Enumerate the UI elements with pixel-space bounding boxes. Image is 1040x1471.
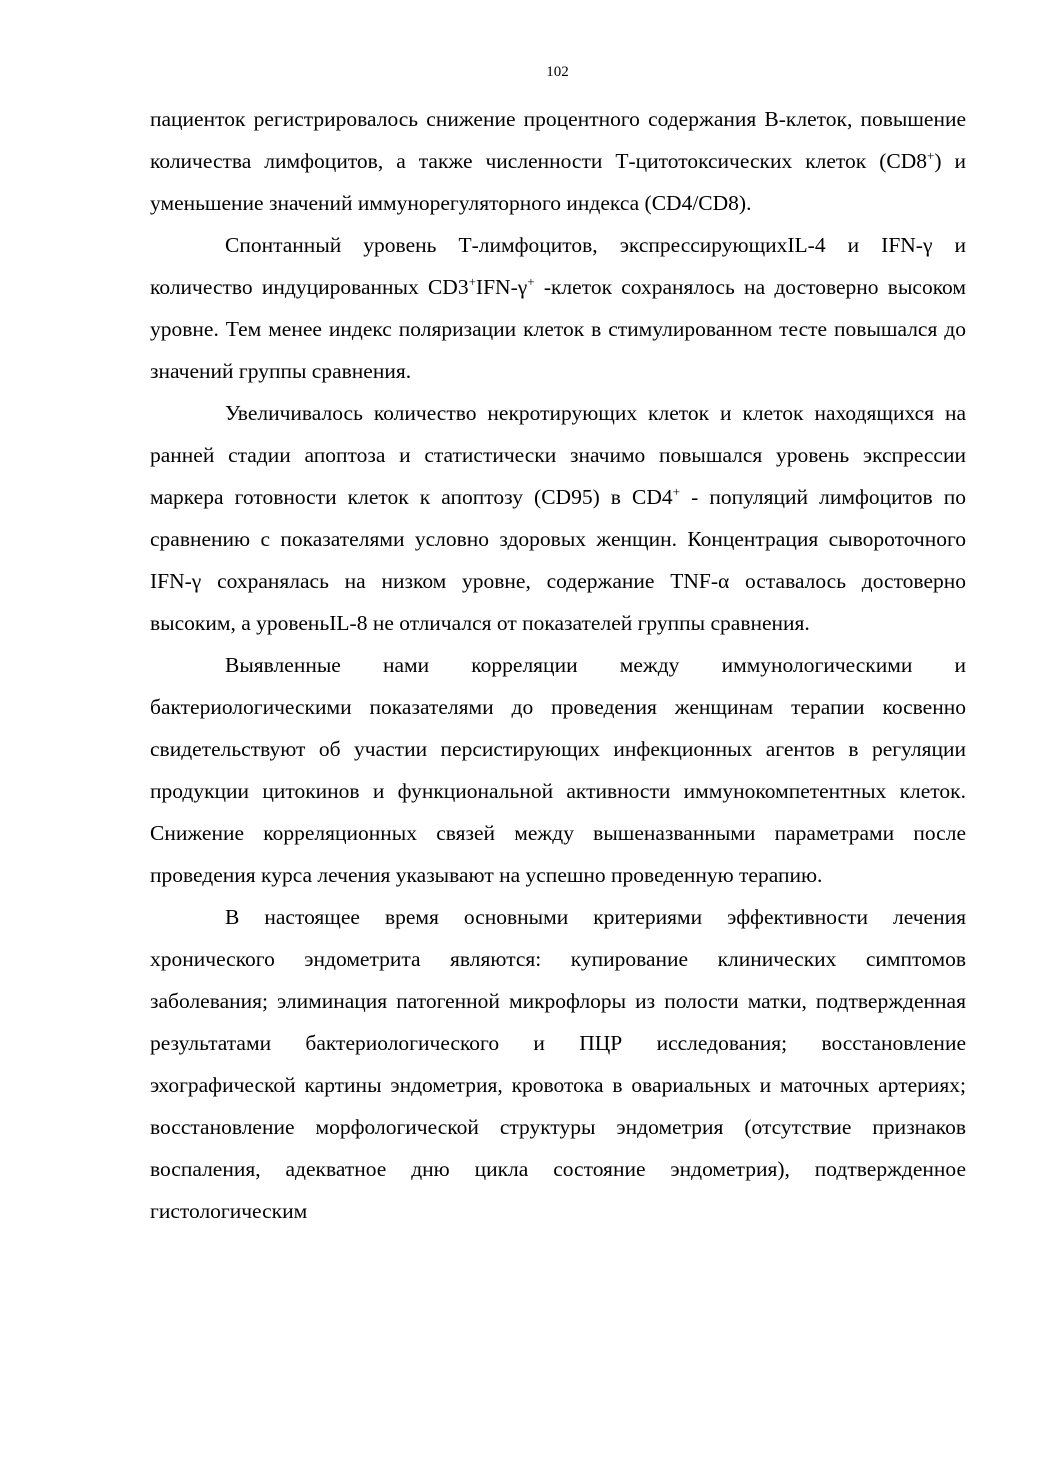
text-run: Увеличивалось количество некротирующих клеток и клеток находящихся на ранней стадии апоптоза и статистически значимо повышался уровень экспрессии маркера готовности клеток к апоптозу (CD95) в CD4 (150, 401, 966, 509)
text-run: ) и уменьшение значений иммунорегуляторного индекса (CD4/CD8). (150, 149, 966, 215)
paragraph-3 (150, 392, 966, 644)
superscript: + (926, 147, 935, 163)
paragraph-2 (150, 224, 966, 392)
document-body (150, 98, 966, 1232)
paragraph-5 (150, 896, 966, 1232)
paragraph-1 (150, 98, 966, 224)
text-run: - популяций лимфоцитов по сравнению с показателями условно здоровых женщин. Концентрация сывороточного IFN-γ сохранялась на низком уровне, содержание TNF-α оставалось достоверно высоким, а уровеньIL-8 не отличался от показателей группы сравнения. (150, 485, 966, 635)
text-run: Спонтанный уровень Т-лимфоцитов, экспрессирующихIL-4 и IFN-γ и количество индуцированных CD3 (150, 233, 966, 299)
superscript: + (527, 273, 535, 289)
paragraph-4 (150, 644, 966, 896)
text-run: В настоящее время основными критериями эффективности лечения хронического эндометрита являются: купирование клинических симптомов заболевания; элиминация патогенной микрофлоры из полости матки, подтвержденная результатами бактериологического и ПЦР исследования; восстановление эхографической картины эндометрия, кровотока в овариальных и маточных артериях; восстановление морфологической структуры эндометрия (отсутствие признаков воспаления, адекватное дню цикла состояние эндометрия), подтвержденное гистологическим (150, 905, 966, 1223)
text-run: пациенток регистрировалось снижение процентного содержания В-клеток, повышение количества лимфоцитов, а также численности Т-цитотоксических клеток (CD8 (150, 107, 966, 173)
superscript: + (672, 483, 680, 499)
superscript: + (468, 273, 476, 289)
text-run: Выявленные нами корреляции между иммунологическими и бактериологическими показателями до проведения женщинам терапии косвенно свидетельствуют об участии персистирующих инфекционных агентов в регуляции продукции цитокинов и функциональной активности иммунокомпетентных клеток. Снижение корреляционных связей между вышеназванными параметрами после проведения курса лечения указывают на успешно проведенную терапию. (150, 653, 966, 887)
text-run: IFN-γ (475, 275, 528, 299)
text-run: -клеток сохранялось на достоверно высоком уровне. Тем менее индекс поляризации клеток в стимулированном тесте повышался до значений группы сравнения. (150, 275, 966, 383)
page-number: 102 (546, 64, 569, 80)
